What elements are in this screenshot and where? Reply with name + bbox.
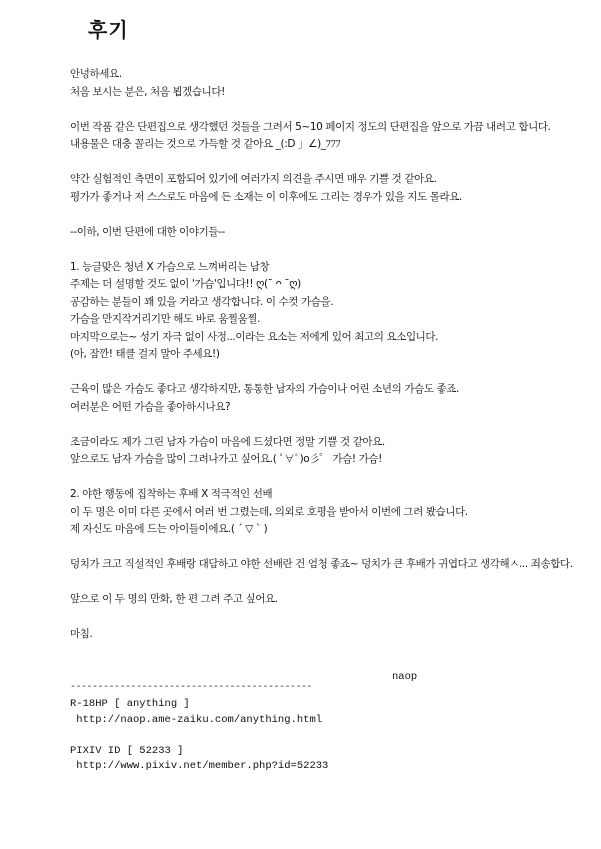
body-text-line: 앞으로도 남자 가슴을 많이 그려나가고 싶어요.( ﾟ∀ﾟ)o彡゜ 가슴! 가슴!	[70, 453, 382, 465]
body-text-line: 앞으로 이 두 명의 만화, 한 편 그려 주고 싶어요.	[70, 593, 278, 605]
body-text-line	[70, 241, 595, 259]
body-text-line: 안녕하세요.	[70, 68, 122, 80]
body-text-line	[70, 101, 595, 119]
body-text-line: 조금이라도 제가 그린 남자 가슴이 마음에 드셨다면 정말 기쁠 것 같아요.	[70, 435, 385, 448]
body-text-line: 덩치가 크고 직설적인 후배랑 대담하고 야한 선배란 건 엄청 좋죠~ 덩치가 큰 후배가 귀엽다고 생각해ㅅ... 죄송합다.	[70, 558, 573, 570]
page-title: 후기	[88, 18, 129, 42]
link-text-line: R-18HP [ anything ]	[70, 698, 190, 710]
body-text-line: (아, 잠깐! 태클 걸지 말아 주세요!)	[70, 348, 220, 360]
body-text-line: 약간 실험적인 측면이 포함되어 있기에 여러가지 의견을 주시면 매우 기쁠 것 같아요.	[70, 173, 437, 185]
body-text-line	[70, 416, 595, 434]
afterword-body	[70, 66, 595, 644]
body-text-line	[70, 539, 595, 557]
body-text-line	[70, 469, 595, 487]
body-text-line: 마침.	[70, 628, 93, 640]
author-signature: naop	[392, 671, 418, 683]
body-text-line	[70, 206, 595, 224]
author-links	[70, 697, 328, 775]
body-text-line: 주제는 더 설명할 것도 없이 '가슴'입니다!! ღ(¯ ᴖ ¯ღ)	[70, 278, 301, 290]
body-text-line: 가슴을 만지작거리기만 해도 바로 움찔움찔.	[70, 313, 261, 325]
link-text-line	[70, 728, 328, 744]
body-text-line	[70, 574, 595, 592]
link-text-line: http://naop.ame-zaiku.com/anything.html	[70, 713, 323, 726]
link-text-line: http://www.pixiv.net/member.php?id=52233	[70, 760, 329, 772]
body-text-line: 2. 야한 행동에 집착하는 후배 X 적극적인 선배	[70, 488, 273, 500]
divider-line: --------------------------------------------	[70, 682, 313, 693]
body-text-line: 공감하는 분들이 꽤 있을 거라고 생각합니다. 이 수컷 가슴을.	[70, 295, 334, 308]
body-text-line	[70, 364, 595, 382]
body-text-line: 이 두 명은 이미 다른 곳에서 여러 번 그렸는데, 의외로 호평을 받아서 이번에 그려 봤습니다.	[70, 505, 468, 518]
body-text-line: 내용물은 대충 꼴리는 것으로 가득할 것 같아요 _(:D 」∠)_ﾌﾌﾌ	[70, 138, 341, 150]
body-text-line: 제 자신도 마음에 드는 아이들이에요.( ´ ▽ ` )	[70, 523, 268, 535]
body-text-line: 여러분은 어떤 가슴을 좋아하시나요?	[70, 400, 231, 413]
body-text-line: 마지막으로는~ 성기 자극 없이 사정...이라는 요소는 저에게 있어 최고의 요소입니다.	[70, 330, 439, 343]
body-text-line: 평가가 좋거나 저 스스로도 마음에 든 소재는 이 이후에도 그리는 경우가 있을 지도 몰라요.	[70, 190, 462, 203]
body-text-line: --이하, 이번 단편에 대한 이야기들--	[70, 225, 225, 238]
link-text-line: PIXIV ID [ 52233 ]	[70, 744, 184, 757]
body-text-line: 처음 보시는 분은, 처음 뵙겠습니다!	[70, 85, 225, 98]
body-text-line: 1. 능글맞은 청년 X 가슴으로 느껴버리는 남창	[70, 260, 270, 273]
body-text-line	[70, 609, 595, 627]
body-text-line: 근육이 많은 가슴도 좋다고 생각하지만, 통통한 남자의 가슴이나 어린 소년의 가슴도 좋죠.	[70, 383, 459, 395]
body-text-line: 이번 작품 같은 단편집으로 생각했던 것들을 그려서 5~10 페이지 정도의 단편집을 앞으로 가끔 내려고 합니다.	[70, 120, 551, 133]
body-text-line	[70, 154, 595, 172]
